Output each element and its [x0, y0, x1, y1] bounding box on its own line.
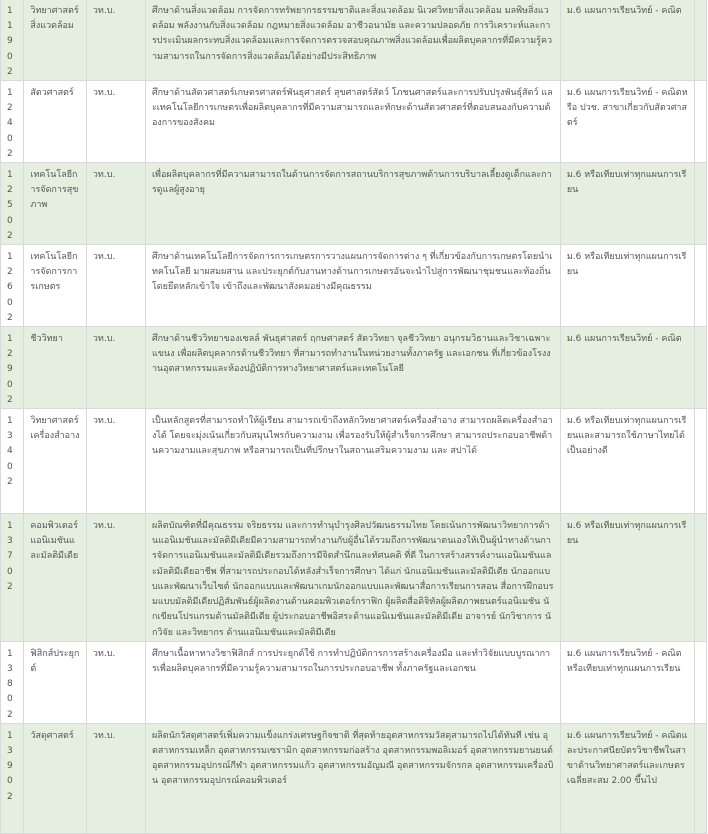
- admission-requirement: ม.6 หรือเทียบเท่าทุกแผนการเรียน: [560, 514, 694, 642]
- program-code: 13902: [1, 723, 24, 833]
- program-name: ชีววิทยา: [24, 327, 86, 409]
- table-row: [1, 81, 707, 163]
- program-name: เทคโนโลยีการจัดการสุขภาพ: [24, 163, 86, 245]
- admission-requirement: ม.6 แผนการเรียนวิทย์ - คณิตหรือ ปวช. สาขาเกี่ยวกับสัตวศาสตร์: [560, 81, 694, 163]
- admission-requirement: ม.6 หรือเทียบเท่าทุกแผนการเรียน: [560, 163, 694, 245]
- program-name: วัสดุศาสตร์: [24, 723, 86, 833]
- empty-cell: [694, 723, 706, 833]
- admission-requirement: ม.6 แผนการเรียนวิทย์ - คณิต หรือเทียบเท่าทุกแผนการเรียน: [560, 641, 694, 723]
- program-code: 11902: [1, 0, 24, 81]
- program-name: เทคโนโลยีการจัดการการเกษตร: [24, 245, 86, 327]
- program-code: 12502: [1, 163, 24, 245]
- program-name: วิทยาศาสตร์เครื่องสำอาง: [24, 409, 86, 514]
- program-description: ศึกษาด้านเทคโนโลยีการจัดการการเกษตรการวางแผนการจัดการต่าง ๆ ที่เกี่ยวข้องกับการเกษตรโดยนำเทคโนโลยี มาผสมผสาน และประยุกต์กับงานทางด้านการเกษตรอันจะนำไปสู่การพัฒนาชุมชนและท้องถิ่น โดยยึดหลักเข้าใจ เข้าถึงและพัฒนาสังคมอย่างมีคุณธรรม: [145, 245, 560, 327]
- degree-abbreviation: วท.บ.: [86, 245, 145, 327]
- admission-requirement: ม.6 หรือเทียบเท่าทุกแผนการเรียนและสามารถใช้ภาษาไทยได้เป็นอย่างดี: [560, 409, 694, 514]
- program-code: 13402: [1, 409, 24, 514]
- program-code: 12602: [1, 245, 24, 327]
- degree-abbreviation: วท.บ.: [86, 409, 145, 514]
- table-row: [1, 409, 707, 514]
- empty-cell: [694, 514, 706, 642]
- empty-cell: [694, 163, 706, 245]
- program-code: 12402: [1, 81, 24, 163]
- admission-requirement: ม.6 แผนการเรียนวิทย์ - คณิต: [560, 327, 694, 409]
- program-description: ผลิตนักวัสดุศาสตร์เพิ่มความแข็งแกร่งเศรษฐกิจชาติ ที่สุดท้ายอุตสาหกรรมวัสดุสามารถไปได้ทันที เช่น อุตสาหกรรมเหล็ก อุตสาหกรรมเซรามิก อุตสาหกรรมก่อสร้าง อุตสาหกรรมพอลิเมอร์ อุตสาหกรรมยานยนต์ อุตสาหกรรมอุปกรณ์กีฬา อุตสาหกรรมแก้ว อุตสาหกรรมอัญมณี อุตสาหกรรมจักรกล อุตสาหกรรมเครื่องบิน อุตสาหกรรมอุปกรณ์คอมพิวเตอร์: [145, 723, 560, 833]
- program-description: เพื่อผลิตบุคลากรที่มีความสามารถในด้านการจัดการสถานบริการสุขภาพด้านการบริบาลเลี้ยงดูเด็กและการดูแลผู้สูงอายุ: [145, 163, 560, 245]
- program-code: 13702: [1, 514, 24, 642]
- table-row: [1, 514, 707, 642]
- empty-cell: [694, 245, 706, 327]
- program-description: ศึกษาเนื้อหาทางวิชาฟิสิกส์ การประยุกต์ใช้ การทำปฏิบัติการการสร้างเครื่องมือ และทำวิจัยแบบบูรณาการเพื่อผลิตบุคลากรที่มีความรู้ความสามารถในการประกอบอาชีพ ทั้งภาครัฐและเอกชน: [145, 641, 560, 723]
- program-code: 13802: [1, 641, 24, 723]
- empty-cell: [694, 409, 706, 514]
- table-row: [1, 245, 707, 327]
- admission-requirement: ม.6 แผนการเรียนวิทย์ - คณิต: [560, 0, 694, 81]
- program-description: ผลิตบัณฑิตที่มีคุณธรรม จริยธรรม และการทำนุบำรุงศิลปวัฒนธรรมไทย โดยเน้นการพัฒนาวิทยาการด้านแอนิเมชันและมัลติมีเดียมีความสามารถทำงานกับผู้อื่นได้รวมถึงการพัฒนาตนเองให้เป็นผู้นำทางด้านการจัดการแอนิเมชันและมัลติมีเดียรวมถึงการมีจิตสำนึกและทัศนคติ ที่ดี ในการสร้างสรรค์งานแอนิเมชันและมัลติมีเดียอาชีพ ที่สามารถประกอบได้หลังสำเร็จการศึกษา ได้แก่ นักแอนิเมชันและมัลติมีเดีย นักออกแบบและพัฒนาเว็บไซต์ นักออกแบบและพัฒนาเกมนักออกแบบและพัฒนาสื่อการเรียนการสอน สื่อการฝึกอบรมแบบมัลติมีเดียปฏิสัมพันธ์ผู้ผลิตงานด้านคอมพิวเตอร์กราฟิก ผู้ผลิตสื่อดิจิทัลผู้ผลิตภาพยนตร์แอนิเมชัน นักเขียนโปรแกรมด้านมัลติมีเดีย ผู้ประกอบอาชีพอิสระด้านแอนิเมชันและมัลติมีเดีย อาจารย์ นักวิชาการ นักวิจัย และวิทยากร ด้านแอนิเมชันและมัลติมีเดีย: [145, 514, 560, 642]
- table-row: [1, 327, 707, 409]
- table-row: [1, 641, 707, 723]
- degree-abbreviation: วท.บ.: [86, 641, 145, 723]
- degree-abbreviation: วท.บ.: [86, 0, 145, 81]
- table-row: [1, 723, 707, 833]
- program-description: เป็นหลักสูตรที่สามารถทำให้ผู้เรียน สามารถเข้าถึงหลักวิทยาศาสตร์เครื่องสำอาง สามารถผลิตเครื่องสำอางได้ โดยจะมุ่งเน้นเกี่ยวกับสมุนไพรกับความงาม เพื่อรองรับให้ผู้สำเร็จการศึกษา สามารถประกอบอาชีพด้านความงามและสุขภาพ หรือสามารถเป็นที่ปรึกษาในสถานเสริมความงาม และ สปาได้: [145, 409, 560, 514]
- admission-requirement: ม.6 แผนการเรียนวิทย์ - คณิตและประกาศนียบัตรวิชาชีพในสาขาด้านวิทยาศาสตร์และเกษตรเฉลี่ยสะสม 2.00 ขึ้นไป: [560, 723, 694, 833]
- degree-abbreviation: วท.บ.: [86, 327, 145, 409]
- program-description: ศึกษาด้านชีววิทยาของเซลล์ พันธุศาสตร์ ฤกษศาสตร์ สัตววิทยา จุลชีววิทยา อนุกรมวิธานและวิชาเฉพาะแขนง เพื่อผลิตบุคลากรด้านชีววิทยา ที่สามารถทำงานในหน่วยงานทั้งภาครัฐ และเอกชน ที่เกี่ยวข้องโรงงานอุตสาหกรรมและห้องปฏิบัติการทางวิทยาศาสตร์และเทคโนโลยี: [145, 327, 560, 409]
- table-row: [1, 163, 707, 245]
- program-name: วิทยาศาสตร์สิ่งแวดล้อม: [24, 0, 86, 81]
- admission-requirement: ม.6 หรือเทียบเท่าทุกแผนการเรียน: [560, 245, 694, 327]
- program-name: สัตวศาสตร์: [24, 81, 86, 163]
- empty-cell: [694, 0, 706, 81]
- program-description: ศึกษาด้านสิ่งแวดล้อม การจัดการทรัพยากรธรรมชาติและสิ่งแวดล้อม นิเวศวิทยาสิ่งแวดล้อม มลพิษสิ่งแวดล้อม พลังงานกับสิ่งแวดล้อม กฎหมายสิ่งแวดล้อม อาชีวอนามัย และความปลอดภัย การวิเคราะห์และการประเมินผลกระทบสิ่งแวดล้อมและการจัดการตรวจสอบคุณภาพสิ่งแวดล้อมเพื่อผลิตบุคลากรที่มีความรู้ความสามารถในการจัดการสิ่งแวดล้อมได้อย่างมีประสิทธิภาพ: [145, 0, 560, 81]
- empty-cell: [694, 327, 706, 409]
- degree-abbreviation: วท.บ.: [86, 163, 145, 245]
- program-description: ศึกษาด้านสัตวศาสตร์เกษตรศาสตร์พันธุศาสตร์ สุขศาสตร์สัตว์ โภชนศาสตร์และการปรับปรุงพันธุ์สัตว์ และเทคโนโลยีการเกษตรเพื่อผลิตบุคลากรที่มีความสามารถและทักษะด้านสัตวศาสตร์ที่ตอบสนองกับความต้องการของสังคม: [145, 81, 560, 163]
- degree-abbreviation: วท.บ.: [86, 514, 145, 642]
- program-name: ฟิสิกส์ประยุกต์: [24, 641, 86, 723]
- empty-cell: [694, 81, 706, 163]
- degree-abbreviation: วท.บ.: [86, 723, 145, 833]
- table-row: [1, 0, 707, 81]
- program-name: คอมพิวเตอร์แอนิเมชันและมัลติมีเดีย: [24, 514, 86, 642]
- degree-abbreviation: วท.บ.: [86, 81, 145, 163]
- program-code: 12902: [1, 327, 24, 409]
- empty-cell: [694, 641, 706, 723]
